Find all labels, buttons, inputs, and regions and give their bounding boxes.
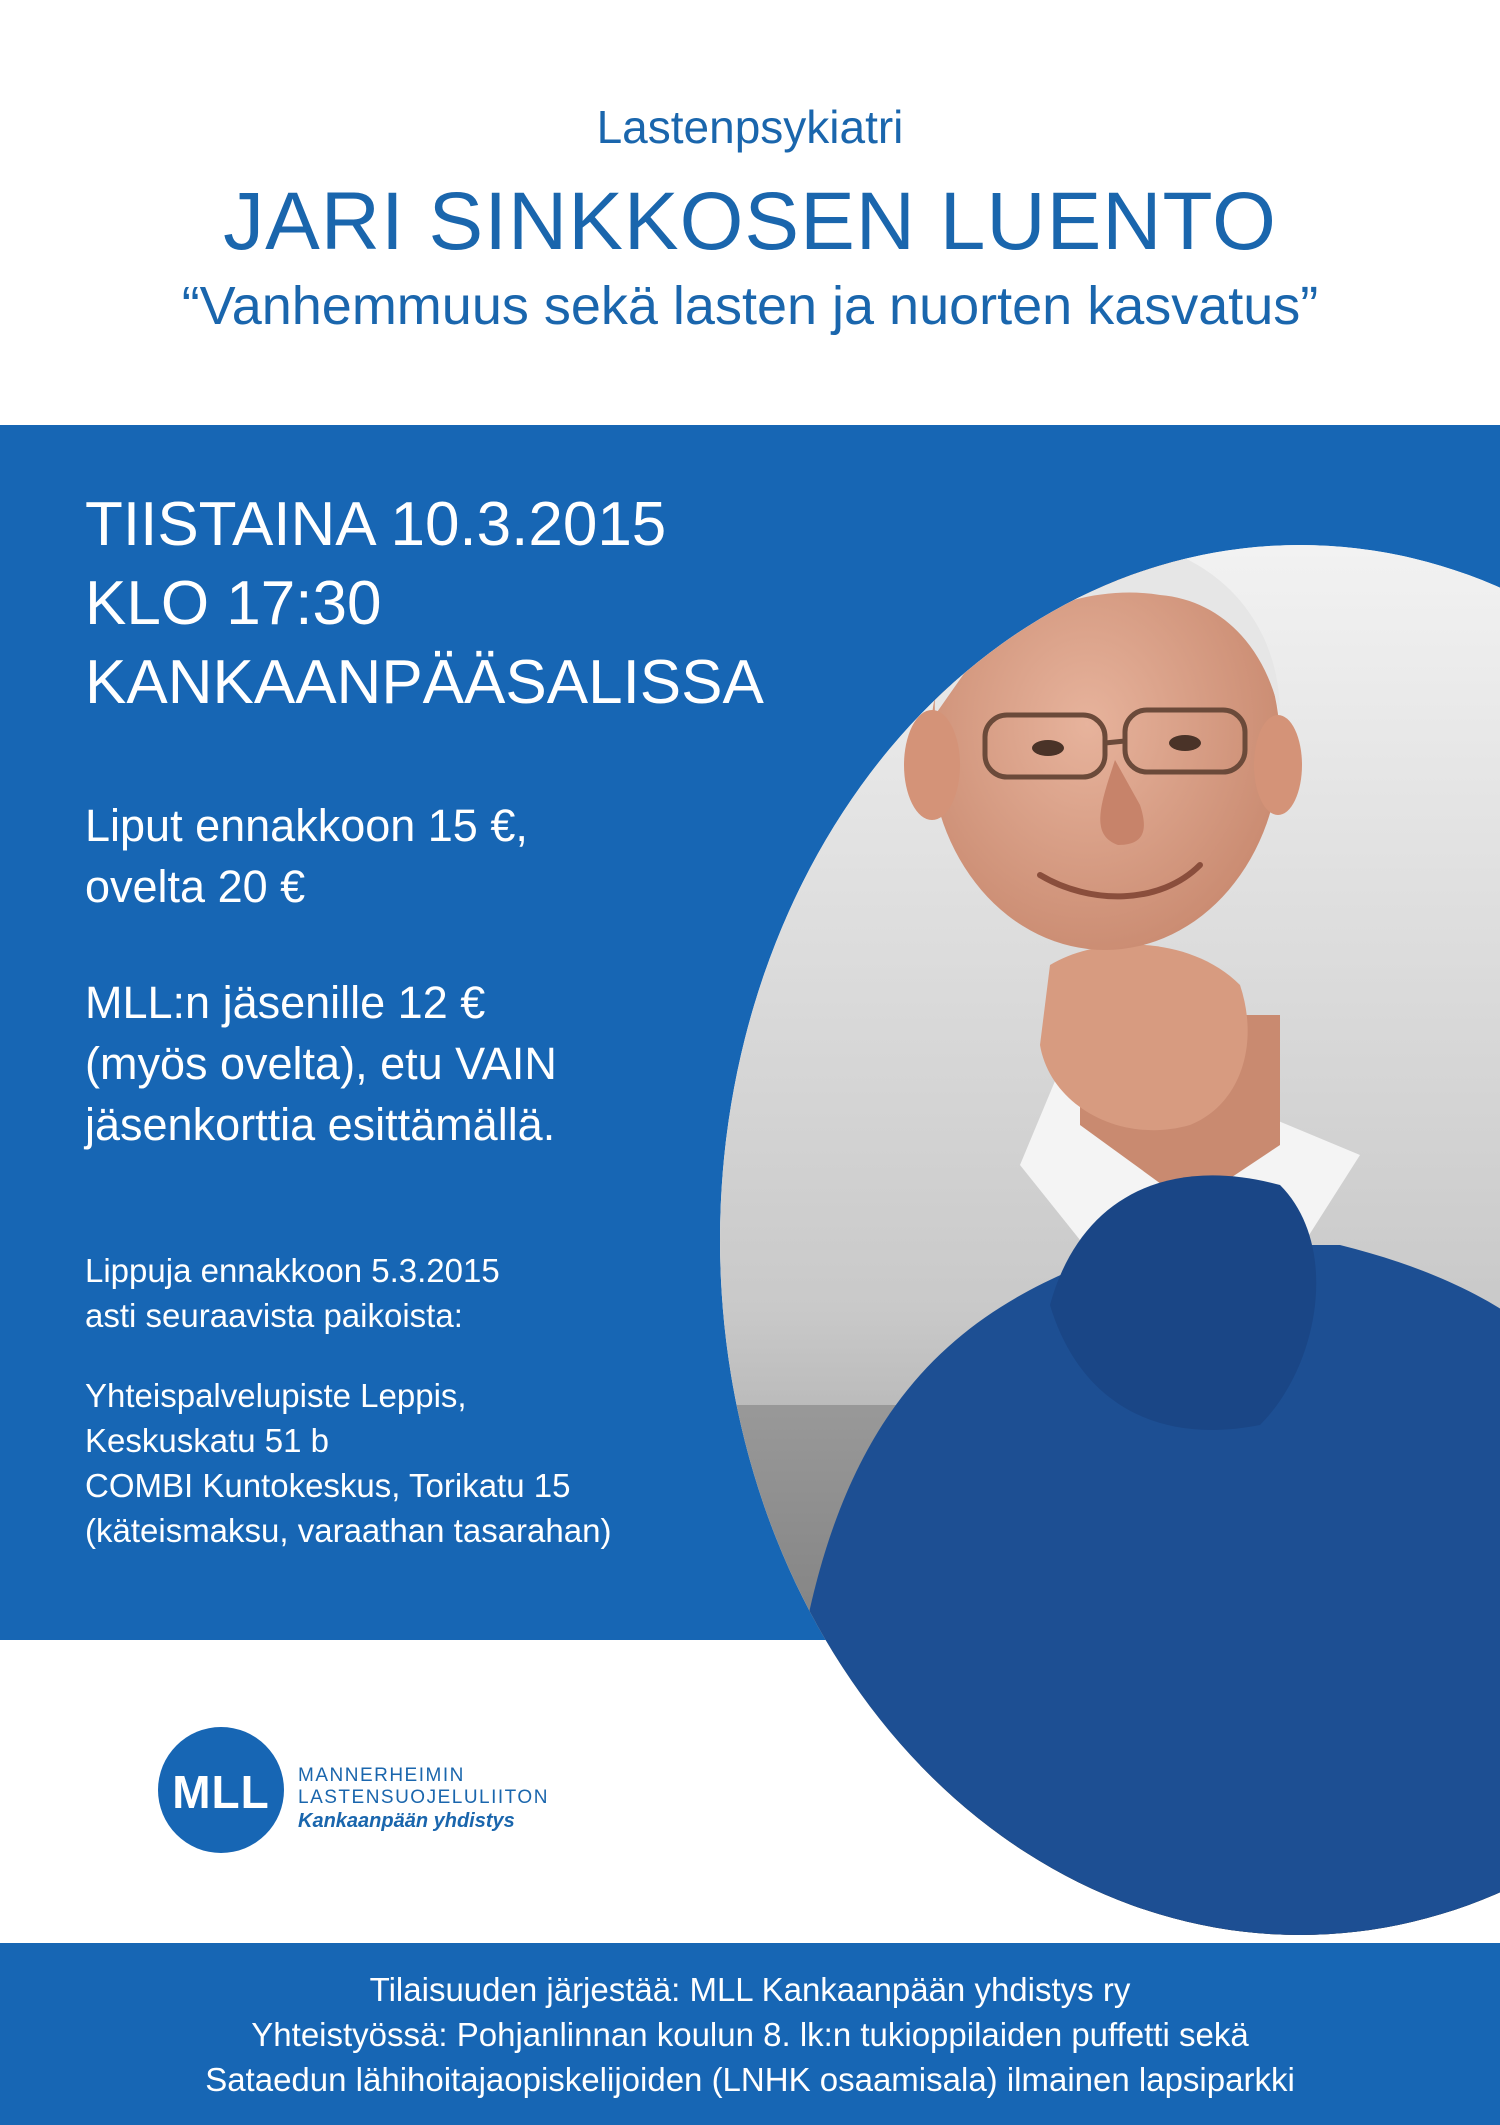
event-date-time-venue bbox=[85, 485, 764, 722]
speaker-photo bbox=[720, 545, 1500, 1935]
location-line: (käteismaksu, varaathan tasarahan) bbox=[85, 1512, 612, 1549]
presale-info bbox=[85, 1248, 500, 1338]
footer-band bbox=[0, 1943, 1500, 2125]
poster-header bbox=[0, 0, 1500, 420]
event-time: KLO 17:30 bbox=[85, 569, 382, 638]
speaker-role: Lastenpsykiatri bbox=[596, 101, 904, 153]
speaker-portrait-illustration bbox=[720, 545, 1500, 1935]
presale-line: asti seuraavista paikoista: bbox=[85, 1297, 463, 1334]
member-price bbox=[85, 972, 557, 1155]
mll-logo-mark: MLL bbox=[172, 1766, 270, 1818]
event-venue: KANKAANPÄÄSALISSA bbox=[85, 648, 764, 717]
mll-logo bbox=[158, 1727, 638, 1857]
footer-line: Sataedun lähihoitajaopiskelijoiden (LNHK osaamisala) ilmainen lapsiparkki bbox=[205, 2061, 1295, 2098]
event-date: TIISTAINA 10.3.2015 bbox=[85, 490, 667, 559]
organizer-info bbox=[0, 1967, 1500, 2102]
presale-line: Lippuja ennakkoon 5.3.2015 bbox=[85, 1252, 500, 1289]
price-line: Liput ennakkoon 15 €, bbox=[85, 800, 528, 851]
member-line: MLL:n jäsenille 12 € bbox=[85, 977, 486, 1028]
lecture-topic: “Vanhemmuus sekä lasten ja nuorten kasvatus” bbox=[181, 276, 1319, 336]
logo-branch: Kankaanpään yhdistys bbox=[298, 1810, 515, 1832]
location-line: COMBI Kuntokeskus, Torikatu 15 bbox=[85, 1467, 571, 1504]
footer-line: Tilaisuuden järjestää: MLL Kankaanpään yhdistys ry bbox=[369, 1971, 1131, 2008]
logo-line: MANNERHEIMIN bbox=[298, 1765, 465, 1786]
member-line: jäsenkorttia esittämällä. bbox=[85, 1099, 556, 1150]
sale-locations bbox=[85, 1373, 611, 1553]
price-line: ovelta 20 € bbox=[85, 861, 306, 912]
mll-logo-text bbox=[298, 1765, 549, 1833]
ticket-prices bbox=[85, 795, 528, 917]
member-line: (myös ovelta), etu VAIN bbox=[85, 1038, 557, 1089]
location-line: Keskuskatu 51 b bbox=[85, 1422, 329, 1459]
location-line: Yhteispalvelupiste Leppis, bbox=[85, 1377, 467, 1414]
footer-line: Yhteistyössä: Pohjanlinnan koulun 8. lk:n tukioppilaiden puffetti sekä bbox=[251, 2016, 1249, 2053]
poster-title: JARI SINKKOSEN LUENTO bbox=[223, 176, 1277, 267]
logo-line: LASTENSUOJELULIITON bbox=[298, 1787, 549, 1808]
